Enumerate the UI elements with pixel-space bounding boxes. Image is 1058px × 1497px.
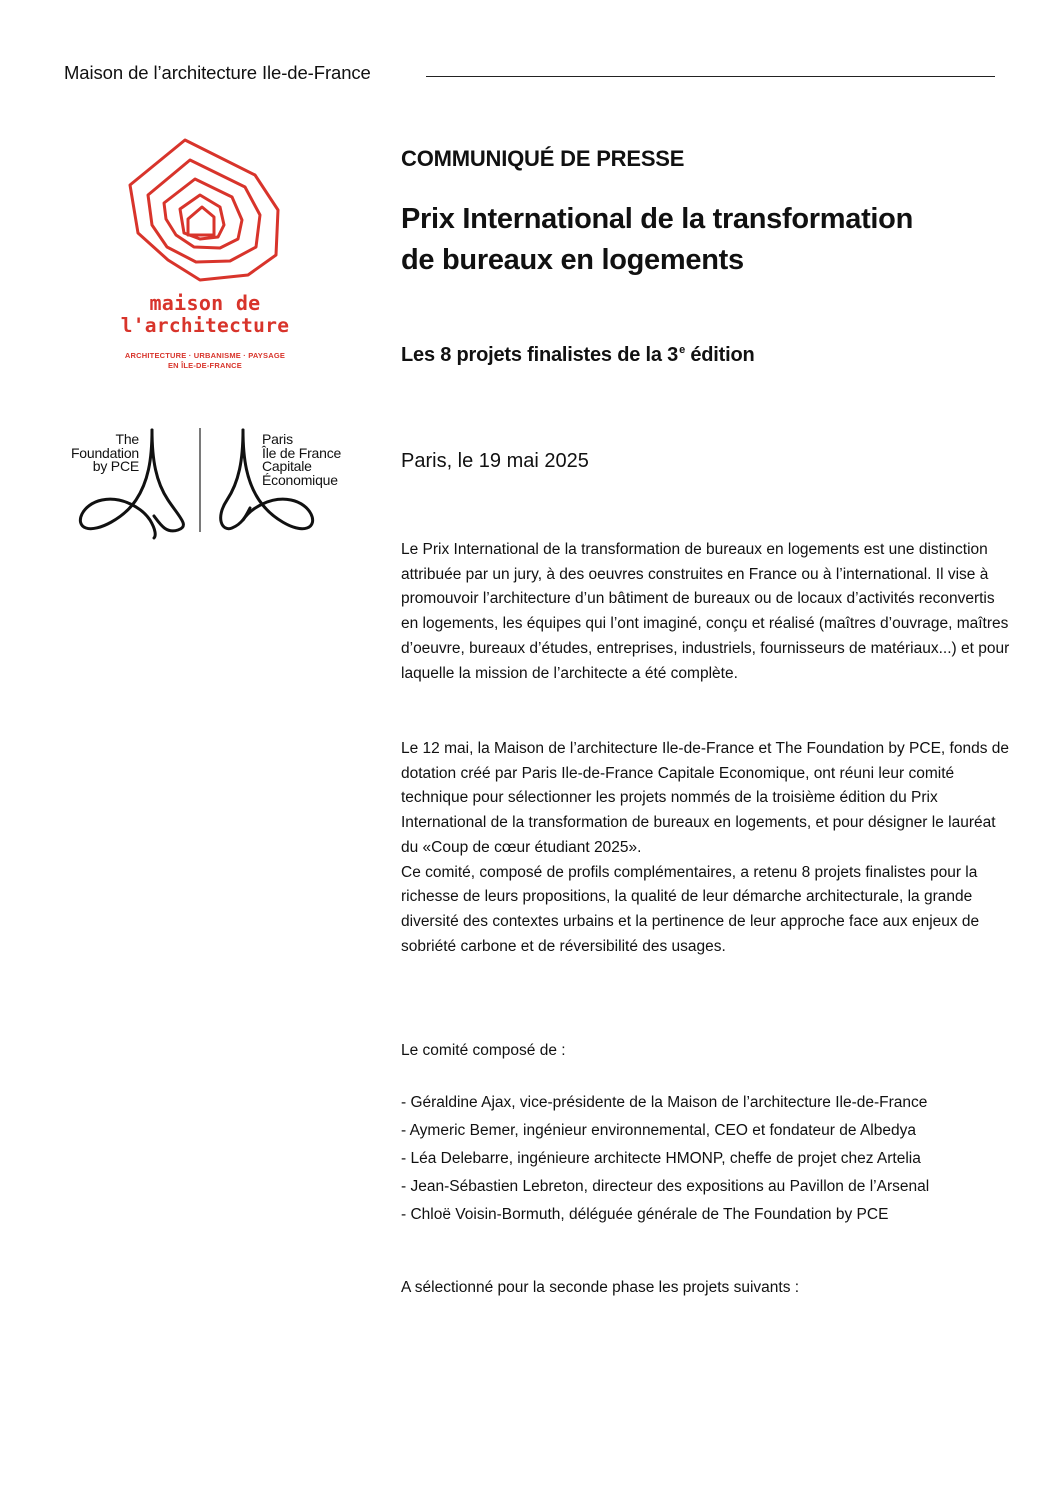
foundation-pce-right-line: Île de France (262, 444, 342, 461)
paragraph-2: Le 12 mai, la Maison de l’architecture Ile-de-France et The Foundation by PCE, fonds de dotation créé par Paris Ile-de-France Capitale Economique, ont réuni leur comité technique pour sélectionner les projets nommés de la troisième édition du Prix International de la transformation de bureaux en logements, et pour désigner le lauréat du «Coup de cœur étudiant 2025». (401, 740, 1009, 856)
foundation-pce-left-line: Foundation (70, 444, 139, 461)
foundation-pce-right-line: Capitale (262, 458, 312, 474)
foundation-pce-right-line: Paris (262, 431, 293, 447)
maison-logo-line2: l'architecture (120, 314, 290, 337)
selection-intro (401, 1276, 1011, 1301)
selection-intro-text: A sélectionné pour la seconde phase les projets suivants : (401, 1279, 800, 1296)
list-item: - Léa Delebarre, ingénieure architecte HMONP, cheffe de projet chez Artelia (401, 1150, 921, 1167)
maison-architecture-logo (100, 135, 310, 375)
paragraph-3: Ce comité, composé de profils complémentaires, a retenu 8 projets finalistes pour la richesse de leurs propositions, la qualité de leur démarche architecturale, la grande diversité des contextes urbains et la pertinence de leur approche face aux enjeux de sobriété carbone et de réversibilité des usages. (401, 863, 980, 955)
list-item: - Aymeric Bemer, ingénieur environnemental, CEO et fondateur de Albedya (401, 1122, 916, 1139)
subtitle-main: Les 8 projets finalistes de la 3 (401, 344, 679, 366)
foundation-pce-left-line: The (115, 431, 139, 447)
page-title: Prix International de la transformation de bureaux en logements (401, 203, 914, 276)
subtitle-end: édition (684, 344, 755, 366)
maison-logo-tagline2: EN ÎLE-DE-FRANCE (167, 361, 243, 370)
foundation-pce-loop-mark-icon (40, 420, 380, 540)
maison-house-spiral-icon (100, 135, 310, 285)
foundation-pce-logo (40, 420, 380, 540)
paragraph-1: Le Prix International de la transformation de bureaux en logements est une distinction attribuée par un jury, à des oeuvres construites en France ou à l’international. Il vise à promouvoir l’architecture d’un bâtiment de bureaux ou de locaux d’activités reconvertis en logements, les équipes qui l’ont imaginé, conçu et réalisé (maîtres d’ouvrage, maîtres d’oeuvre, bureaux d’études, entreprises, industriels, fournisseurs de matériaux...) et pour laquelle la mission de l’architecte a été complète. (401, 541, 1010, 682)
committee-intro (401, 1039, 1011, 1064)
foundation-pce-right-line: Économique (262, 471, 338, 488)
committee-intro-text: Le comité composé de : (401, 1042, 566, 1059)
body-paragraph (401, 538, 1011, 686)
header-org-name: Maison de l’architecture Ile-de-France (64, 62, 371, 83)
press-subtitle (401, 344, 755, 367)
header-divider (426, 76, 995, 77)
press-dateline: Paris, le 19 mai 2025 (401, 450, 589, 472)
list-item: - Chloë Voisin-Bormuth, déléguée générale de The Foundation by PCE (401, 1206, 889, 1223)
press-kicker: COMMUNIQUÉ DE PRESSE (401, 146, 685, 171)
list-item: - Géraldine Ajax, vice-présidente de la Maison de l’architecture Ile-de-France (401, 1094, 928, 1111)
subtitle-superscript: e (679, 344, 685, 356)
foundation-pce-left-line: by PCE (92, 458, 139, 474)
list-item: - Jean-Sébastien Lebreton, directeur des expositions au Pavillon de l’Arsenal (401, 1178, 930, 1195)
maison-logo-tagline1: ARCHITECTURE · URBANISME · PAYSAGE (124, 351, 286, 360)
maison-logo-line1: maison de (149, 291, 261, 315)
committee-member-list (401, 1089, 1011, 1229)
body-paragraph (401, 737, 1011, 959)
